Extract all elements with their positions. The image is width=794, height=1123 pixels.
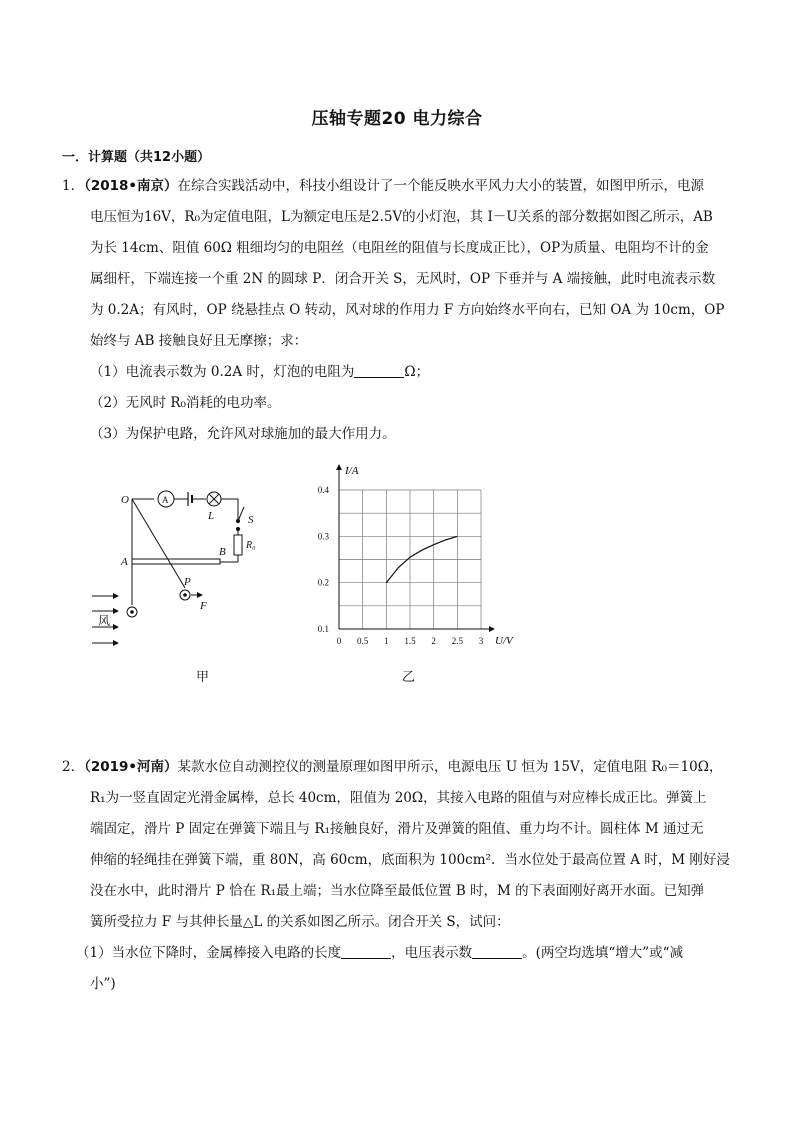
q1-number: 1． xyxy=(62,178,85,194)
resistor-r0 xyxy=(234,535,242,555)
q1-source: （2018•南京） xyxy=(84,178,178,194)
y-axis-arrow xyxy=(336,464,342,470)
label-ammeter: A xyxy=(162,495,169,505)
label-wind: 风 xyxy=(98,614,111,628)
question-1 xyxy=(62,171,734,450)
y-tick-label: 0.1 xyxy=(317,624,329,634)
resistance-wire-ab xyxy=(132,559,220,564)
q2-sub-1-text-a: （1）当水位下降时，金属棒接入电路的长度 xyxy=(76,945,342,961)
x-tick-label: 2.5 xyxy=(451,636,463,646)
label-o: O xyxy=(121,494,129,506)
y-axis-label: I/A xyxy=(345,465,359,477)
figure-yi-chart xyxy=(305,460,513,660)
y-tick-label: 0.3 xyxy=(317,531,329,542)
x-tick-label: 1.5 xyxy=(404,636,416,646)
question-2 xyxy=(62,752,734,1000)
q1-sub-1 xyxy=(62,357,734,388)
q1-line-5: 为 0.2A；有风时，OP 绕悬挂点 O 转动，风对球的作用力 F 方向始终水平向右，已知 OA 为 10cm，OP xyxy=(90,302,725,318)
q2-line-4: 伸缩的轻绳挂在弹簧下端，重 80N，高 60cm，底面积为 100cm²．当水位处于最高位置 A 时，M 刚好浸 xyxy=(90,852,730,868)
q2-line-3: 端固定，滑片 P 固定在弹簧下端且与 R₁接触良好，滑片及弹簧的阻值、重力均不计。圆柱体 M 通过无 xyxy=(90,821,704,837)
x-tick-label: 2 xyxy=(431,636,436,646)
q2-sub-1-cont: 小”) xyxy=(90,976,116,992)
y-tick-label: 0.2 xyxy=(317,577,329,588)
q1-line-1 xyxy=(62,171,734,202)
q2-line-2: R₁为一竖直固定光滑金属棒，总长 40cm，阻值为 20Ω，其接入电路的阻值与对应棒长成正比。弹簧上 xyxy=(90,790,707,806)
page-title: 压轴专题20 电力综合 xyxy=(311,109,483,129)
switch-symbol xyxy=(238,507,244,521)
q2-line-5: 没在水中，此时滑片 P 恰在 R₁最上端；当水位降至最低位置 B 时，M 的下表面刚好离开水面。已知弹 xyxy=(90,883,705,899)
metal-rod-op xyxy=(132,499,185,588)
q2-text-1: 某款水位自动测控仪的测量原理如图甲所示，电源电压 U 恒为 15V，定值电阻 R₀＝10Ω， xyxy=(177,759,723,775)
label-p: P xyxy=(184,576,191,588)
q1-line-2: 电压恒为16V，R₀为定值电阻，L为额定电压是2.5V的小灯泡，其 I－U关系的部分数据如图乙所示，AB xyxy=(90,209,713,225)
label-r0: R₀ xyxy=(246,540,256,551)
caption-jia: 甲 xyxy=(196,670,210,685)
answer-blank[interactable] xyxy=(472,944,522,959)
label-s: S xyxy=(248,514,254,526)
figure-jia-circuit xyxy=(88,485,278,685)
q1-text-1: 在综合实践活动中，科技小组设计了一个能反映水平风力大小的装置，如图甲所示，电源 xyxy=(177,178,705,194)
answer-blank[interactable] xyxy=(354,363,404,378)
q2-sub-1-text-b: ，电压表示数 xyxy=(391,945,473,961)
answer-blank[interactable] xyxy=(341,944,391,959)
label-l: L xyxy=(208,510,215,522)
caption-yi: 乙 xyxy=(402,670,416,685)
q1-sub-1-text: （1）电流表示数为 0.2A 时，灯泡的电阻为 xyxy=(90,364,355,380)
q1-sub-3: （3）为保护电路，允许风对球施加的最大作用力。 xyxy=(90,426,396,442)
x-axis-label: U/V xyxy=(495,635,513,647)
q2-source: （2019•河南） xyxy=(84,759,178,775)
q1-line-6: 始终与 AB 接触良好且无摩擦；求： xyxy=(90,333,308,349)
q2-sub-1 xyxy=(62,938,734,969)
q1-sub-2: （2）无风时 R₀消耗的电功率。 xyxy=(90,395,281,411)
q2-line-1 xyxy=(62,752,734,783)
q1-line-4: 属细杆，下端连接一个重 2N 的圆球 P．闭合开关 S，无风时，OP 下垂并与 A 端接触，此时电流表示数 xyxy=(90,271,716,287)
x-tick-label: 0 xyxy=(336,636,342,646)
q1-line-3: 为长 14cm、阻值 60Ω 粗细均匀的电阻丝（电阻丝的阻值与长度成正比），OP为质量、电阻均不计的金 xyxy=(90,240,709,256)
x-tick-label: 0.5 xyxy=(357,636,369,646)
section-heading: 一．计算题（共12小题） xyxy=(62,150,211,165)
q2-number: 2． xyxy=(62,759,85,775)
q2-sub-1-text-c: 。(两空均选填“增大”或“减 xyxy=(522,945,684,961)
label-b: B xyxy=(219,546,226,558)
label-a: A xyxy=(121,556,128,568)
x-axis-arrow xyxy=(489,626,495,632)
x-tick-label: 3 xyxy=(478,636,484,646)
label-f: F xyxy=(200,600,207,612)
q1-sub-1-unit: Ω； xyxy=(404,364,430,380)
q2-line-6: 簧所受拉力 F 与其伸长量△L 的关系如图乙所示。闭合开关 S，试问： xyxy=(90,914,510,930)
x-tick-label: 1 xyxy=(384,636,389,646)
y-tick-label: 0.4 xyxy=(317,485,329,495)
